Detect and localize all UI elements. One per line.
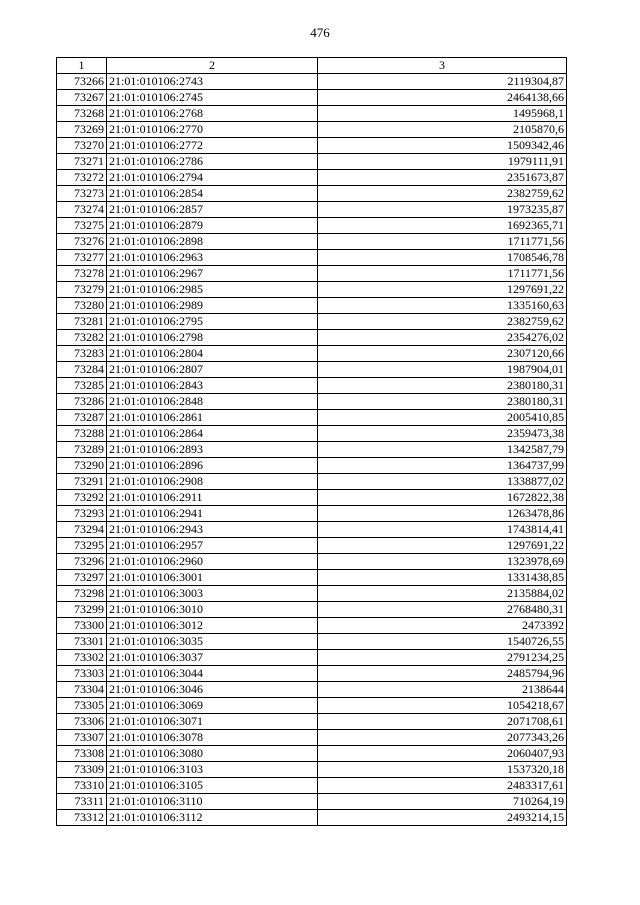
cadastral-number-cell: 21:01:010106:2772	[107, 138, 318, 154]
table-row	[57, 218, 567, 234]
table-row	[57, 634, 567, 650]
cadastral-number-cell: 21:01:010106:2941	[107, 506, 318, 522]
row-number-cell: 73281	[57, 314, 107, 330]
cadastral-number-cell: 21:01:010106:3080	[107, 746, 318, 762]
row-number-cell: 73276	[57, 234, 107, 250]
value-cell: 1509342,46	[318, 138, 567, 154]
column-header-1: 1	[57, 58, 107, 74]
row-number-cell: 73292	[57, 490, 107, 506]
row-number-cell: 73267	[57, 90, 107, 106]
row-number-cell: 73273	[57, 186, 107, 202]
row-number-cell: 73297	[57, 570, 107, 586]
table-row	[57, 778, 567, 794]
row-number-cell: 73293	[57, 506, 107, 522]
table-row	[57, 650, 567, 666]
value-cell: 2060407,93	[318, 746, 567, 762]
cadastral-number-cell: 21:01:010106:3110	[107, 794, 318, 810]
table-row	[57, 298, 567, 314]
value-cell: 1054218,67	[318, 698, 567, 714]
cadastral-number-cell: 21:01:010106:2794	[107, 170, 318, 186]
table-row	[57, 330, 567, 346]
value-cell: 2005410,85	[318, 410, 567, 426]
row-number-cell: 73284	[57, 362, 107, 378]
table-row	[57, 170, 567, 186]
row-number-cell: 73303	[57, 666, 107, 682]
value-cell: 2382759,62	[318, 186, 567, 202]
table-row	[57, 122, 567, 138]
value-cell: 1495968,1	[318, 106, 567, 122]
cadastral-number-cell: 21:01:010106:2770	[107, 122, 318, 138]
table-row	[57, 666, 567, 682]
table-row	[57, 442, 567, 458]
row-number-cell: 73279	[57, 282, 107, 298]
table-row	[57, 266, 567, 282]
row-number-cell: 73270	[57, 138, 107, 154]
row-number-cell: 73287	[57, 410, 107, 426]
cadastral-number-cell: 21:01:010106:3003	[107, 586, 318, 602]
row-number-cell: 73301	[57, 634, 107, 650]
value-cell: 2307120,66	[318, 346, 567, 362]
value-cell: 710264,19	[318, 794, 567, 810]
table-row	[57, 458, 567, 474]
cadastral-number-cell: 21:01:010106:2864	[107, 426, 318, 442]
row-number-cell: 73268	[57, 106, 107, 122]
value-cell: 2473392	[318, 618, 567, 634]
value-cell: 1711771,56	[318, 266, 567, 282]
value-cell: 1537320,18	[318, 762, 567, 778]
value-cell: 1692365,71	[318, 218, 567, 234]
value-cell: 1263478,86	[318, 506, 567, 522]
table-row	[57, 426, 567, 442]
cadastral-number-cell: 21:01:010106:2786	[107, 154, 318, 170]
row-number-cell: 73269	[57, 122, 107, 138]
row-number-cell: 73308	[57, 746, 107, 762]
value-cell: 1973235,87	[318, 202, 567, 218]
row-number-cell: 73296	[57, 554, 107, 570]
row-number-cell: 73298	[57, 586, 107, 602]
cadastral-number-cell: 21:01:010106:2861	[107, 410, 318, 426]
table-row	[57, 538, 567, 554]
row-number-cell: 73274	[57, 202, 107, 218]
cadastral-number-cell: 21:01:010106:2898	[107, 234, 318, 250]
table-row	[57, 602, 567, 618]
table-row	[57, 314, 567, 330]
row-number-cell: 73275	[57, 218, 107, 234]
cadastral-number-cell: 21:01:010106:2857	[107, 202, 318, 218]
row-number-cell: 73306	[57, 714, 107, 730]
value-cell: 1297691,22	[318, 538, 567, 554]
row-number-cell: 73278	[57, 266, 107, 282]
table-row	[57, 250, 567, 266]
table-row	[57, 490, 567, 506]
row-number-cell: 73302	[57, 650, 107, 666]
row-number-cell: 73305	[57, 698, 107, 714]
value-cell: 1335160,63	[318, 298, 567, 314]
value-cell: 2483317,61	[318, 778, 567, 794]
value-cell: 2071708,61	[318, 714, 567, 730]
column-header-3: 3	[318, 58, 567, 74]
cadastral-number-cell: 21:01:010106:2989	[107, 298, 318, 314]
row-number-cell: 73286	[57, 394, 107, 410]
table-row	[57, 186, 567, 202]
cadastral-number-cell: 21:01:010106:2967	[107, 266, 318, 282]
table-row	[57, 746, 567, 762]
cadastral-number-cell: 21:01:010106:3105	[107, 778, 318, 794]
value-cell: 1711771,56	[318, 234, 567, 250]
value-cell: 2380180,31	[318, 378, 567, 394]
row-number-cell: 73272	[57, 170, 107, 186]
value-cell: 1331438,85	[318, 570, 567, 586]
row-number-cell: 73311	[57, 794, 107, 810]
table-row	[57, 570, 567, 586]
page-number: 476	[310, 25, 330, 40]
value-cell: 1297691,22	[318, 282, 567, 298]
value-cell: 1323978,69	[318, 554, 567, 570]
value-cell: 2135884,02	[318, 586, 567, 602]
cadastral-number-cell: 21:01:010106:2960	[107, 554, 318, 570]
table-row	[57, 234, 567, 250]
table-row	[57, 282, 567, 298]
value-cell: 1987904,01	[318, 362, 567, 378]
value-cell: 2351673,87	[318, 170, 567, 186]
table-row	[57, 362, 567, 378]
table-row	[57, 698, 567, 714]
table-row	[57, 506, 567, 522]
cadastral-number-cell: 21:01:010106:2804	[107, 346, 318, 362]
table-row	[57, 762, 567, 778]
value-cell: 2119304,87	[318, 74, 567, 90]
row-number-cell: 73304	[57, 682, 107, 698]
value-cell: 2382759,62	[318, 314, 567, 330]
table-header	[57, 58, 567, 74]
header-row	[57, 58, 567, 74]
row-number-cell: 73266	[57, 74, 107, 90]
cadastral-number-cell: 21:01:010106:2908	[107, 474, 318, 490]
row-number-cell: 73295	[57, 538, 107, 554]
cadastral-number-cell: 21:01:010106:2893	[107, 442, 318, 458]
table-row	[57, 106, 567, 122]
cadastral-number-cell: 21:01:010106:2911	[107, 490, 318, 506]
row-number-cell: 73277	[57, 250, 107, 266]
row-number-cell: 73300	[57, 618, 107, 634]
cadastral-number-cell: 21:01:010106:3010	[107, 602, 318, 618]
table-row	[57, 410, 567, 426]
row-number-cell: 73290	[57, 458, 107, 474]
cadastral-number-cell: 21:01:010106:3046	[107, 682, 318, 698]
value-cell: 1342587,79	[318, 442, 567, 458]
value-cell: 2138644	[318, 682, 567, 698]
value-cell: 2464138,66	[318, 90, 567, 106]
table-row	[57, 586, 567, 602]
table-body	[57, 74, 567, 826]
table-row	[57, 730, 567, 746]
row-number-cell: 73310	[57, 778, 107, 794]
table-row	[57, 810, 567, 826]
cadastral-number-cell: 21:01:010106:3037	[107, 650, 318, 666]
value-cell: 1338877,02	[318, 474, 567, 490]
cadastral-number-cell: 21:01:010106:2985	[107, 282, 318, 298]
value-cell: 1979111,91	[318, 154, 567, 170]
value-cell: 2359473,38	[318, 426, 567, 442]
cadastral-number-cell: 21:01:010106:2943	[107, 522, 318, 538]
row-number-cell: 73294	[57, 522, 107, 538]
data-table	[56, 57, 567, 826]
row-number-cell: 73288	[57, 426, 107, 442]
table-row	[57, 346, 567, 362]
value-cell: 2380180,31	[318, 394, 567, 410]
cadastral-number-cell: 21:01:010106:2743	[107, 74, 318, 90]
value-cell: 1364737,99	[318, 458, 567, 474]
value-cell: 2485794,96	[318, 666, 567, 682]
table-row	[57, 378, 567, 394]
row-number-cell: 73289	[57, 442, 107, 458]
row-number-cell: 73283	[57, 346, 107, 362]
cadastral-number-cell: 21:01:010106:2807	[107, 362, 318, 378]
table-row	[57, 202, 567, 218]
row-number-cell: 73285	[57, 378, 107, 394]
column-header-2: 2	[107, 58, 318, 74]
value-cell: 1672822,38	[318, 490, 567, 506]
cadastral-number-cell: 21:01:010106:3001	[107, 570, 318, 586]
cadastral-number-cell: 21:01:010106:2843	[107, 378, 318, 394]
cadastral-number-cell: 21:01:010106:2896	[107, 458, 318, 474]
row-number-cell: 73312	[57, 810, 107, 826]
cadastral-number-cell: 21:01:010106:3078	[107, 730, 318, 746]
cadastral-number-cell: 21:01:010106:3112	[107, 810, 318, 826]
value-cell: 2105870,6	[318, 122, 567, 138]
table-row	[57, 522, 567, 538]
row-number-cell: 73299	[57, 602, 107, 618]
table-row	[57, 714, 567, 730]
table-row	[57, 554, 567, 570]
cadastral-number-cell: 21:01:010106:3103	[107, 762, 318, 778]
cadastral-number-cell: 21:01:010106:3069	[107, 698, 318, 714]
table-row	[57, 394, 567, 410]
value-cell: 1540726,55	[318, 634, 567, 650]
table-row	[57, 794, 567, 810]
cadastral-number-cell: 21:01:010106:3071	[107, 714, 318, 730]
row-number-cell: 73291	[57, 474, 107, 490]
value-cell: 2493214,15	[318, 810, 567, 826]
cadastral-number-cell: 21:01:010106:2879	[107, 218, 318, 234]
table-row	[57, 682, 567, 698]
row-number-cell: 73309	[57, 762, 107, 778]
cadastral-number-cell: 21:01:010106:2798	[107, 330, 318, 346]
cadastral-number-cell: 21:01:010106:3012	[107, 618, 318, 634]
cadastral-number-cell: 21:01:010106:2848	[107, 394, 318, 410]
row-number-cell: 73271	[57, 154, 107, 170]
value-cell: 1743814,41	[318, 522, 567, 538]
cadastral-number-cell: 21:01:010106:2795	[107, 314, 318, 330]
value-cell: 1708546,78	[318, 250, 567, 266]
cadastral-number-cell: 21:01:010106:2963	[107, 250, 318, 266]
cadastral-number-cell: 21:01:010106:2745	[107, 90, 318, 106]
cadastral-number-cell: 21:01:010106:2957	[107, 538, 318, 554]
table-row	[57, 74, 567, 90]
row-number-cell: 73280	[57, 298, 107, 314]
value-cell: 2077343,26	[318, 730, 567, 746]
value-cell: 2791234,25	[318, 650, 567, 666]
table-row	[57, 474, 567, 490]
table-row	[57, 90, 567, 106]
table-row	[57, 154, 567, 170]
table-row	[57, 138, 567, 154]
cadastral-number-cell: 21:01:010106:3044	[107, 666, 318, 682]
cadastral-number-cell: 21:01:010106:2854	[107, 186, 318, 202]
table-row	[57, 618, 567, 634]
cadastral-number-cell: 21:01:010106:2768	[107, 106, 318, 122]
value-cell: 2768480,31	[318, 602, 567, 618]
row-number-cell: 73307	[57, 730, 107, 746]
row-number-cell: 73282	[57, 330, 107, 346]
value-cell: 2354276,02	[318, 330, 567, 346]
cadastral-number-cell: 21:01:010106:3035	[107, 634, 318, 650]
